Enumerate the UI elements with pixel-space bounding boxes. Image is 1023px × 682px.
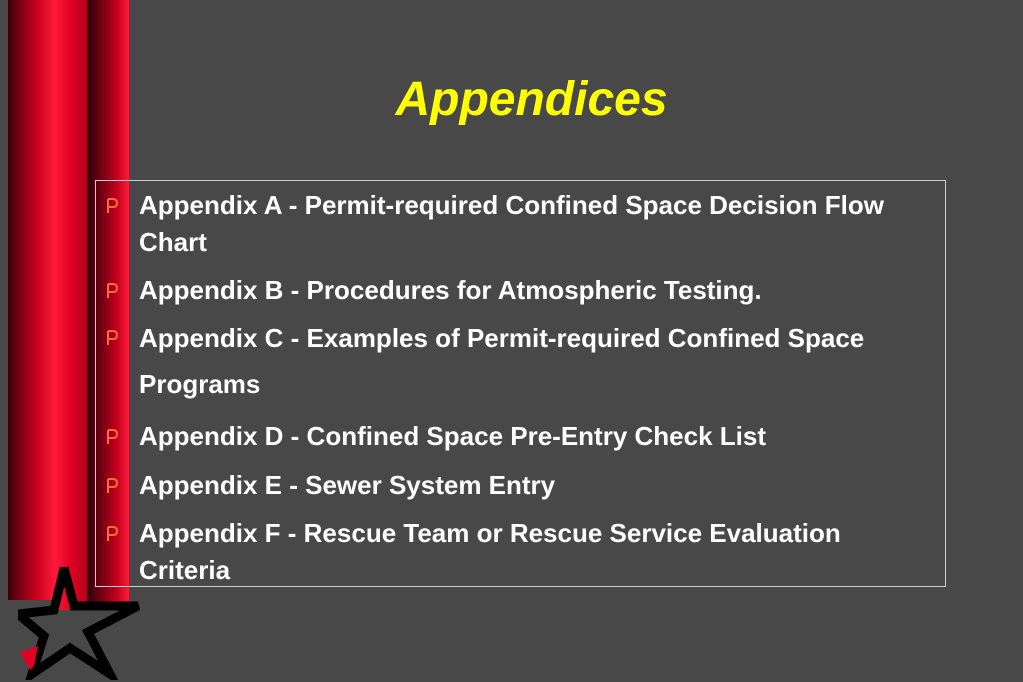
list-item-label: Appendix D - Confined Space Pre-Entry Check List — [139, 421, 766, 451]
bullet-p-icon — [105, 197, 119, 215]
list-item-appendix-c — [139, 315, 939, 407]
list-item-appendix-f — [139, 515, 939, 589]
list-item-appendix-e — [139, 467, 939, 504]
list-item-label: Appendix F - Rescue Team or Rescue Service Evaluation Criteria — [139, 518, 841, 585]
bullet-p-icon — [105, 477, 119, 495]
content-box — [95, 180, 946, 587]
list-item-appendix-b — [139, 272, 939, 309]
list-item-appendix-d — [139, 418, 939, 455]
list-item-appendix-a — [139, 187, 939, 261]
bullet-p-icon — [105, 525, 119, 543]
list-item-label: Appendix B - Procedures for Atmospheric Testing. — [139, 275, 762, 305]
list-item-label: Appendix C - Examples of Permit-required Confined Space Programs — [139, 323, 865, 399]
list-item-label: Appendix A - Permit-required Confined Space Decision Flow Chart — [139, 190, 884, 257]
bullet-p-icon — [105, 282, 119, 300]
bullet-p-icon — [105, 329, 119, 347]
page-title: Appendices — [395, 73, 668, 126]
list-item-label: Appendix E - Sewer System Entry — [139, 470, 556, 500]
bullet-p-icon — [105, 428, 119, 446]
